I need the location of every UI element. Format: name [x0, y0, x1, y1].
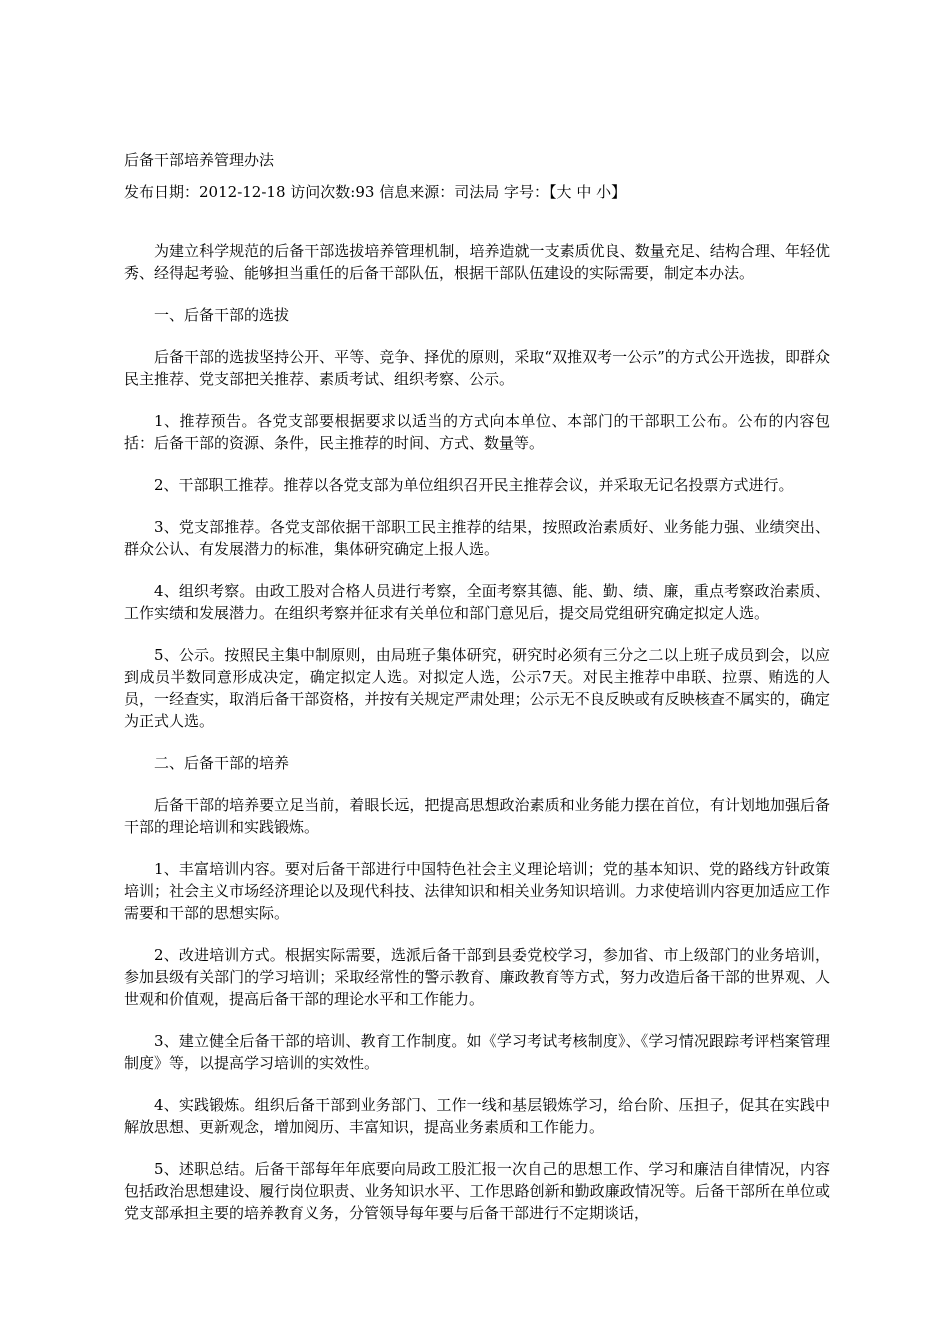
section-heading-training: 二、后备干部的培养 — [154, 754, 290, 772]
font-size-options[interactable]: 【大 中 小】 — [549, 183, 627, 201]
intro-paragraph: 为建立科学规范的后备干部选拔培养管理机制，培养造就一支素质优良、数量充足、结构合理、年轻优秀、经得起考验、能够担当重任的后备干部队伍，根据干部队伍建设的实际需要，制定本办法。 — [124, 242, 830, 282]
publish-date: 2012-12-18 — [199, 183, 286, 201]
selection-item-4: 4、组织考察。由政工股对合格人员进行考察，全面考察其德、能、勤、绩、廉，重点考察政治素质、工作实绩和发展潜力。在组织考察并征求有关单位和部门意见后，提交局党组研究确定拟定人选。 — [124, 582, 830, 622]
training-item-5: 5、述职总结。后备干部每年年底要向局政工股汇报一次自己的思想工作、学习和廉洁自律情况，内容包括政治思想建设、履行岗位职责、业务知识水平、工作思路创新和勤政廉政情况等。后备干部所在单位或党支部承担主要的培养教育义务，分管领导每年要与后备干部进行不定期谈话， — [124, 1160, 830, 1222]
visit-count-label: 访问次数: — [290, 183, 356, 201]
training-item-3: 3、建立健全后备干部的培训、教育工作制度。如《学习考试考核制度》、《学习情况跟踪考评档案管理制度》等，以提高学习培训的实效性。 — [124, 1032, 830, 1072]
training-item-1: 1、丰富培训内容。要对后备干部进行中国特色社会主义理论培训；党的基本知识、党的路线方针政策培训；社会主义市场经济理论以及现代科技、法律知识和相关业务知识培训。力求使培训内容更加适应工作需要和干部的思想实际。 — [124, 860, 830, 922]
selection-item-2: 2、干部职工推荐。推荐以各党支部为单位组织召开民主推荐会议，并采取无记名投票方式进行。 — [154, 476, 794, 494]
publish-date-label: 发布日期： — [124, 183, 200, 201]
document-page — [124, 150, 830, 1244]
font-size-label: 字号： — [504, 183, 550, 201]
section-heading-selection: 一、后备干部的选拔 — [154, 306, 290, 324]
document-meta — [124, 182, 830, 202]
info-source-label: 信息来源： — [379, 183, 455, 201]
training-item-4: 4、实践锻炼。组织后备干部到业务部门、工作一线和基层锻炼学习，给台阶、压担子，促其在实践中解放思想、更新观念，增加阅历、丰富知识，提高业务素质和工作能力。 — [124, 1096, 830, 1136]
selection-item-5: 5、公示。按照民主集中制原则，由局班子集体研究，研究时必须有三分之二以上班子成员到会，以应到成员半数同意形成决定，确定拟定人选。对拟定人选，公示7天。对民主推荐中串联、拉票、贿选的人员，一经查实，取消后备干部资格，并按有关规定严肃处理；公示无不良反映或有反映核查不属实的，确定为正式人选。 — [124, 646, 830, 730]
selection-item-1: 1、推荐预告。各党支部要根据要求以适当的方式向本单位、本部门的干部职工公布。公布的内容包括：后备干部的资源、条件，民主推荐的时间、方式、数量等。 — [124, 412, 830, 452]
training-principle-paragraph: 后备干部的培养要立足当前，着眼长远，把提高思想政治素质和业务能力摆在首位，有计划地加强后备干部的理论培训和实践锻炼。 — [124, 796, 830, 836]
info-source: 司法局 — [454, 183, 500, 201]
selection-item-3: 3、党支部推荐。各党支部依据干部职工民主推荐的结果，按照政治素质好、业务能力强、业绩突出、群众公认、有发展潜力的标准，集体研究确定上报人选。 — [124, 518, 830, 558]
visit-count: 93 — [355, 183, 375, 201]
selection-principle-paragraph: 后备干部的选拔坚持公开、平等、竞争、择优的原则，采取“双推双考一公示”的方式公开选拔，即群众民主推荐、党支部把关推荐、素质考试、组织考察、公示。 — [124, 348, 830, 388]
document-title: 后备干部培养管理办法 — [124, 151, 275, 169]
training-item-2: 2、改进培训方式。根据实际需要，选派后备干部到县委党校学习，参加省、市上级部门的业务培训，参加县级有关部门的学习培训；采取经常性的警示教育、廉政教育等方式，努力改造后备干部的世界观、人世观和价值观，提高后备干部的理论水平和工作能力。 — [124, 946, 830, 1008]
